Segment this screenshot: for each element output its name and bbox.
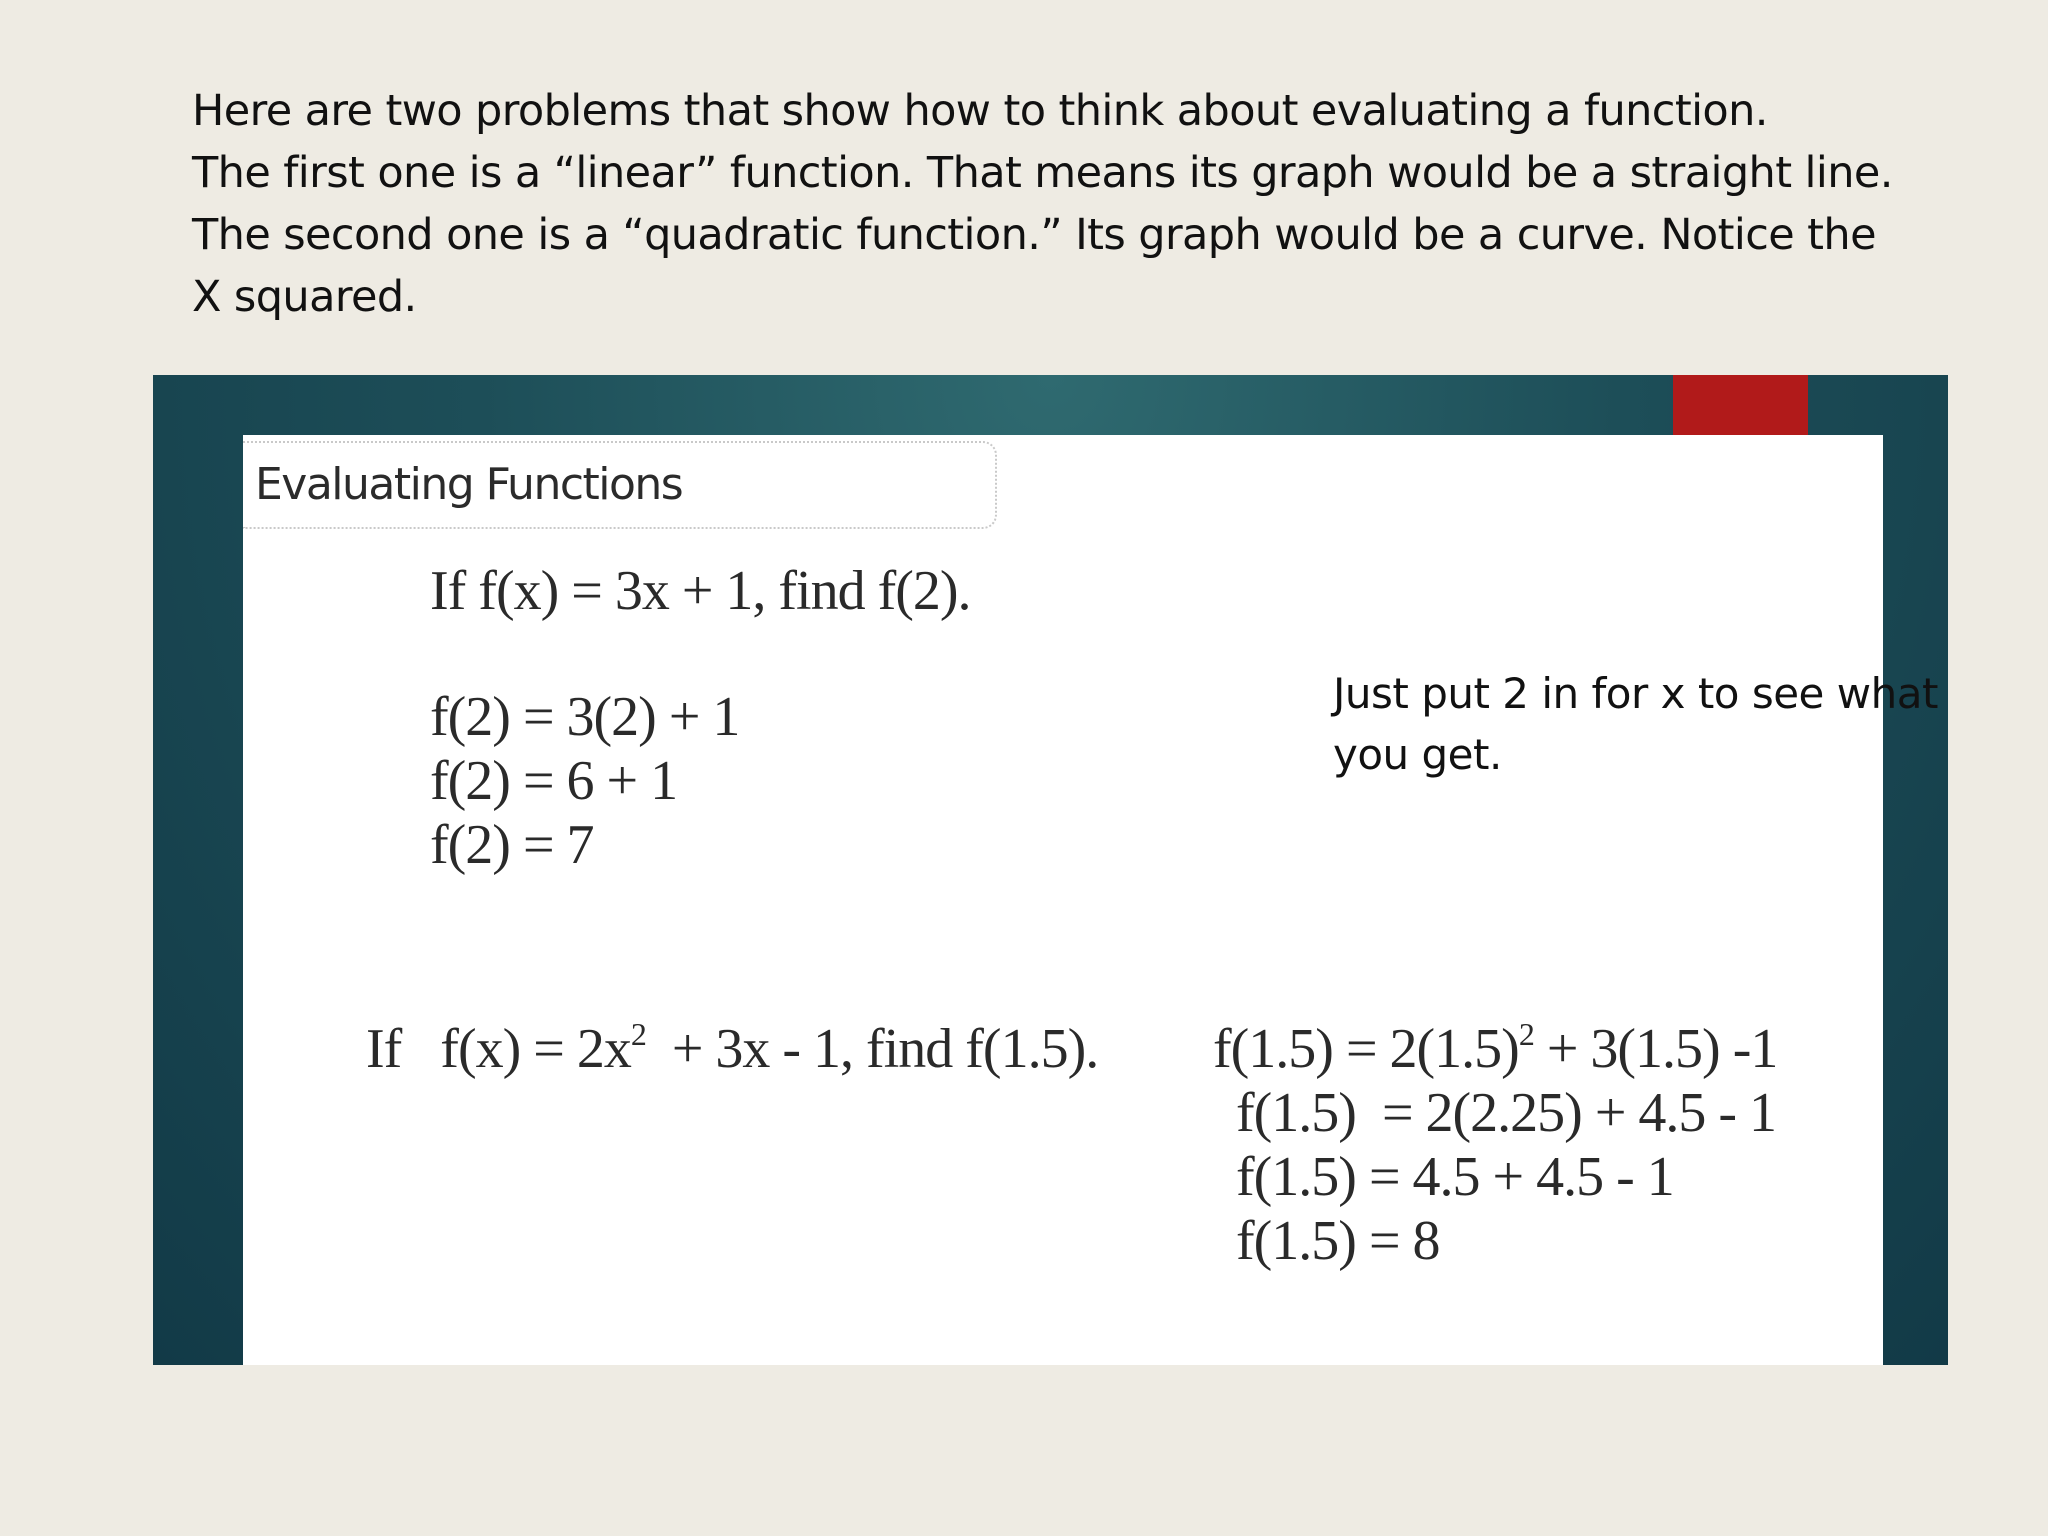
problem2-step-1-prefix: f(1.5) = 2(1.5) [1213, 1018, 1519, 1080]
problem2-question-exponent: 2 [630, 1016, 646, 1052]
intro-text [192, 80, 1972, 328]
intro-line-1: Here are two problems that show how to think about evaluating a function. [192, 86, 1768, 136]
intro-line-2: The first one is a “linear” function. That means its graph would be a straight line. [192, 148, 1893, 198]
problem1-step-1: f(2) = 3(2) + 1 [430, 686, 740, 748]
slide-title: Evaluating Functions [255, 459, 683, 510]
slide-image [153, 375, 1948, 1365]
slide-accent-bar [1673, 375, 1808, 435]
problem2-step-2: f(1.5) = 2(2.25) + 4.5 - 1 [1236, 1082, 1777, 1144]
intro-line-3: The second one is a “quadratic function.” Its graph would be a curve. Notice the [192, 210, 1876, 260]
problem1-step-2: f(2) = 6 + 1 [430, 750, 678, 812]
hint-note-line-1: Just put 2 in for x to see what [1333, 669, 1938, 718]
hint-note [1333, 663, 1948, 785]
intro-line-4: X squared. [192, 272, 417, 322]
slide-panel [243, 435, 1938, 1365]
hint-note-line-2: you get. [1333, 730, 1502, 779]
problem2-step-1 [1213, 1017, 1777, 1081]
problem2-question-prefix: If f(x) = 2x [366, 1018, 631, 1080]
problem2-question [366, 1017, 1098, 1081]
problem1-question: If f(x) = 3x + 1, find f(2). [430, 560, 971, 622]
problem2-step-1-suffix: + 3(1.5) -1 [1533, 1018, 1778, 1080]
problem2-step-3: f(1.5) = 4.5 + 4.5 - 1 [1236, 1146, 1674, 1208]
problem2-step-1-exponent: 2 [1518, 1016, 1534, 1052]
problem1-step-3: f(2) = 7 [430, 814, 594, 876]
problem2-step-4: f(1.5) = 8 [1236, 1210, 1440, 1272]
problem2-question-suffix: + 3x - 1, find f(1.5). [645, 1018, 1099, 1080]
